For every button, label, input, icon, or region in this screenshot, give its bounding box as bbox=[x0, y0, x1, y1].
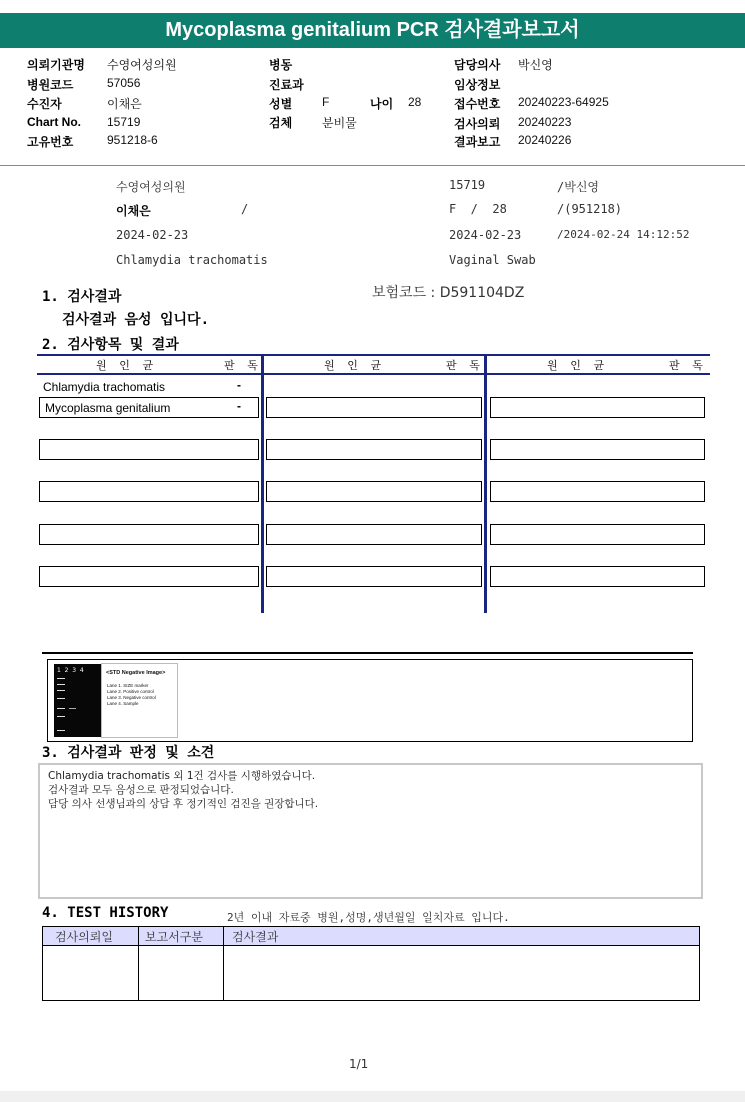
history-cell bbox=[139, 946, 224, 1001]
summary-report-datetime: /2024-02-24 14:12:52 bbox=[557, 228, 690, 241]
history-row bbox=[43, 946, 700, 1001]
history-col-result: 검사결과 bbox=[224, 927, 700, 946]
history-cell bbox=[224, 946, 700, 1001]
section1-title: 1. 검사결과 bbox=[42, 289, 122, 305]
result-cell bbox=[266, 439, 482, 460]
patient-value: 이채은 bbox=[107, 97, 142, 111]
section3-title: 3. 검사결과 판정 및 소견 bbox=[42, 745, 215, 761]
hospcode-label: 병원코드 bbox=[27, 78, 74, 92]
gel-band bbox=[57, 708, 65, 709]
report-label: 결과보고 bbox=[454, 135, 501, 149]
age-label: 나이 bbox=[370, 97, 394, 111]
summary-specimen: Vaginal Swab bbox=[449, 253, 536, 267]
result-cell bbox=[39, 524, 259, 545]
opinion-line: 검사결과 모두 음성으로 판정되었습니다. bbox=[48, 784, 234, 796]
summary-chart: 15719 bbox=[449, 178, 486, 192]
doctor-value: 박신영 bbox=[518, 58, 553, 72]
gel-band bbox=[57, 716, 65, 717]
ward-label: 병동 bbox=[269, 58, 293, 72]
item-name: Mycoplasma genitalium bbox=[45, 401, 171, 415]
gel-legend-lane3: Lane 3. Negative control bbox=[107, 695, 156, 700]
sex-value: F bbox=[322, 95, 330, 109]
result-cell bbox=[490, 481, 705, 502]
gel-legend-title: <STD Negative Image> bbox=[106, 670, 166, 676]
summary-test-name: Chlamydia trachomatis bbox=[116, 253, 268, 267]
result-cell bbox=[39, 439, 259, 460]
result-cell bbox=[266, 566, 482, 587]
gel-band bbox=[57, 684, 65, 685]
section4-title: 4. TEST HISTORY bbox=[42, 905, 169, 921]
report-title: Mycoplasma genitalium PCR 검사결과보고서 bbox=[0, 13, 745, 48]
specimen-value: 분비물 bbox=[322, 116, 357, 130]
opinion-line: Chlamydia trachomatis 외 1건 검사를 시행하였습니다. bbox=[48, 770, 316, 782]
summary-patient: 이채은 bbox=[116, 204, 151, 218]
summary-birth: /(951218) bbox=[557, 202, 623, 216]
col-organism-header: 원 인 균 bbox=[547, 359, 608, 372]
doctor-label: 담당의사 bbox=[454, 58, 501, 72]
gel-top-rule bbox=[42, 652, 693, 654]
request-label: 검사의뢰 bbox=[454, 117, 501, 131]
sex-label: 성별 bbox=[269, 97, 293, 111]
item-result: - bbox=[237, 378, 241, 392]
summary-receipt-date: 2024-02-23 bbox=[449, 228, 522, 242]
id-value: 951218-6 bbox=[107, 133, 158, 147]
item-name: Chlamydia trachomatis bbox=[43, 380, 166, 394]
hospital-label: 의뢰기관명 bbox=[27, 58, 85, 72]
result-cell bbox=[490, 397, 705, 418]
dept-label: 진료과 bbox=[269, 78, 304, 92]
gel-band bbox=[57, 698, 65, 699]
section2-title: 2. 검사항목 및 결과 bbox=[42, 337, 179, 353]
receipt-value: 20240223-64925 bbox=[518, 95, 609, 109]
chart-label: Chart No. bbox=[27, 115, 81, 129]
item-result: - bbox=[237, 399, 241, 413]
history-col-request-date: 검사의뢰일 bbox=[43, 927, 139, 946]
results-table-divider-1 bbox=[261, 354, 264, 613]
history-header-row bbox=[43, 927, 700, 946]
gel-legend-lane2: Lane 2. Positive control bbox=[107, 689, 154, 694]
section1-result: 검사결과 음성 입니다. bbox=[62, 312, 210, 328]
age-value: 28 bbox=[408, 95, 422, 109]
gel-band bbox=[57, 690, 65, 691]
history-cell bbox=[43, 946, 139, 1001]
results-table-header-rule bbox=[37, 373, 710, 375]
col-organism-header: 원 인 균 bbox=[96, 359, 157, 372]
hospcode-value: 57056 bbox=[107, 76, 141, 90]
gel-band bbox=[57, 678, 65, 679]
chart-value: 15719 bbox=[107, 115, 141, 129]
report-value: 20240226 bbox=[518, 133, 572, 147]
results-table-divider-2 bbox=[484, 354, 487, 613]
gel-legend-lane1: Lane 1. SIZE marker bbox=[107, 683, 149, 688]
gel-lane-numbers: 1 2 3 4 bbox=[57, 667, 84, 674]
col-reading-header: 판 독 bbox=[224, 359, 261, 372]
clinical-label: 임상정보 bbox=[454, 78, 501, 92]
hospital-value: 수영여성의원 bbox=[107, 58, 177, 72]
opinion-line: 담당 의사 선생님과의 상담 후 정기적인 검진을 권장합니다. bbox=[48, 798, 319, 810]
results-table-top-rule bbox=[37, 354, 710, 356]
history-table bbox=[42, 926, 700, 1001]
history-col-report-type: 보고서구분 bbox=[139, 927, 224, 946]
page-number: 1/1 bbox=[349, 1057, 369, 1071]
col-reading-header: 판 독 bbox=[669, 359, 706, 372]
gel-band bbox=[69, 708, 76, 709]
summary-doctor: /박신영 bbox=[557, 180, 600, 194]
insurance-code: 보험코드 : D591104DZ bbox=[372, 285, 525, 301]
col-organism-header: 원 인 균 bbox=[324, 359, 385, 372]
result-cell bbox=[39, 481, 259, 502]
col-reading-header: 판 독 bbox=[446, 359, 483, 372]
gel-electrophoresis-image bbox=[54, 664, 101, 737]
result-cell bbox=[266, 524, 482, 545]
summary-request-date: 2024-02-23 bbox=[116, 228, 189, 242]
specimen-label: 검체 bbox=[269, 116, 293, 130]
page-bottom-strip bbox=[0, 1091, 745, 1102]
summary-sex-age: F / 28 bbox=[449, 202, 507, 216]
gel-legend bbox=[101, 663, 178, 738]
receipt-label: 접수번호 bbox=[454, 97, 501, 111]
result-cell bbox=[490, 524, 705, 545]
summary-hospital: 수영여성의원 bbox=[116, 180, 186, 194]
id-label: 고유번호 bbox=[27, 135, 74, 149]
result-cell bbox=[39, 566, 259, 587]
result-cell bbox=[266, 481, 482, 502]
gel-band bbox=[57, 730, 65, 731]
summary-separator: / bbox=[241, 202, 249, 216]
result-cell bbox=[490, 566, 705, 587]
patient-label: 수진자 bbox=[27, 97, 62, 111]
history-note: 2년 이내 자료중 병원,성명,생년월일 일치자료 입니다. bbox=[227, 911, 510, 924]
result-cell bbox=[266, 397, 482, 418]
gel-legend-lane4: Lane 4. Sample bbox=[107, 701, 139, 706]
request-value: 20240223 bbox=[518, 115, 572, 129]
result-cell bbox=[490, 439, 705, 460]
